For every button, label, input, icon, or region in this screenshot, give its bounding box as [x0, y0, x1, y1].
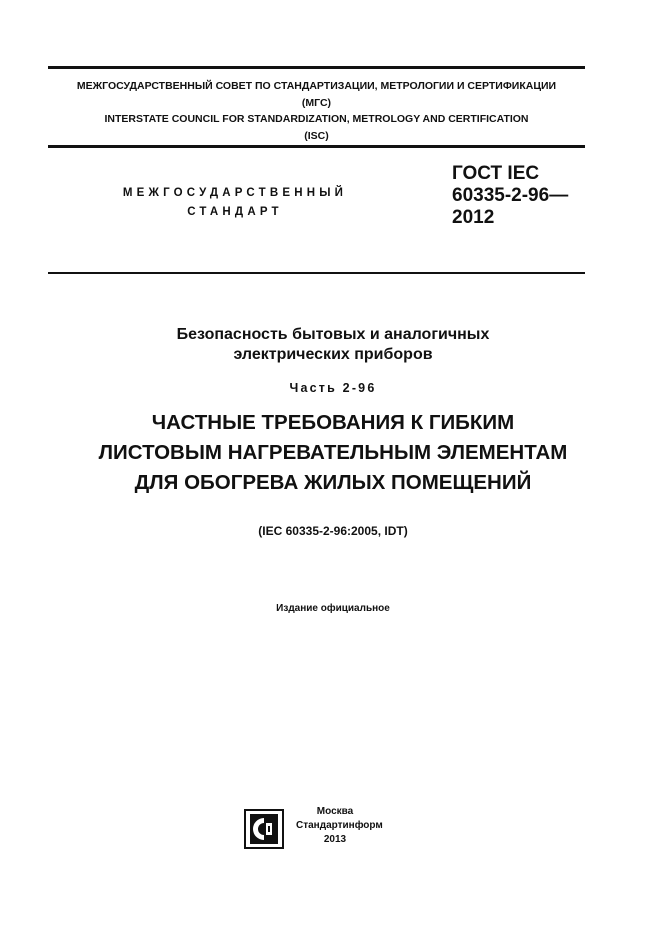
- designation-line3: 2012: [452, 207, 495, 228]
- council-name-ru: МЕЖГОСУДАРСТВЕННЫЙ СОВЕТ ПО СТАНДАРТИЗАЦИИ, МЕТРОЛОГИИ И СЕРТИФИКАЦИИ: [76, 80, 557, 92]
- standard-designation: [452, 163, 568, 229]
- subtitle-line1: Безопасность бытовых и аналогичных: [176, 326, 490, 343]
- council-header: [48, 78, 585, 144]
- edition-label: Издание официальное: [276, 603, 390, 614]
- subtitle-line2: электрических приборов: [233, 346, 433, 363]
- header-divider: [48, 145, 585, 148]
- standard-kind-line1: МЕЖГОСУДАРСТВЕННЫЙ: [122, 187, 348, 199]
- designation-divider: [48, 272, 585, 274]
- part-number: Часть 2-96: [289, 381, 377, 395]
- publisher-name: Стандартинформ: [296, 820, 383, 831]
- designation-line1: ГОСТ IEC: [452, 163, 540, 184]
- iec-reference: (IEC 60335-2-96:2005, IDT): [258, 524, 408, 538]
- publisher-block: [296, 805, 383, 847]
- top-divider: [48, 66, 585, 69]
- designation-line2: 60335-2-96—: [452, 185, 569, 206]
- title-line2: ЛИСТОВЫМ НАГРЕВАТЕЛЬНЫМ ЭЛЕМЕНТАМ: [98, 441, 568, 464]
- standard-kind: [100, 184, 370, 222]
- publisher-year: 2013: [323, 834, 347, 845]
- document-title: [48, 408, 618, 498]
- council-abbr-ru: (МГС): [301, 96, 332, 109]
- standard-kind-line2: СТАНДАРТ: [187, 206, 283, 218]
- council-abbr-en: (ISC): [304, 129, 329, 142]
- document-subtitle: [48, 325, 618, 365]
- publisher-city: Москва: [316, 806, 354, 817]
- title-line3: ДЛЯ ОБОГРЕВА ЖИЛЫХ ПОМЕЩЕНИЙ: [134, 471, 532, 494]
- standartinform-logo-icon: [244, 809, 284, 849]
- council-name-en: INTERSTATE COUNCIL FOR STANDARDIZATION, METROLOGY AND CERTIFICATION: [104, 113, 529, 125]
- title-line1: ЧАСТНЫЕ ТРЕБОВАНИЯ К ГИБКИМ: [151, 411, 515, 434]
